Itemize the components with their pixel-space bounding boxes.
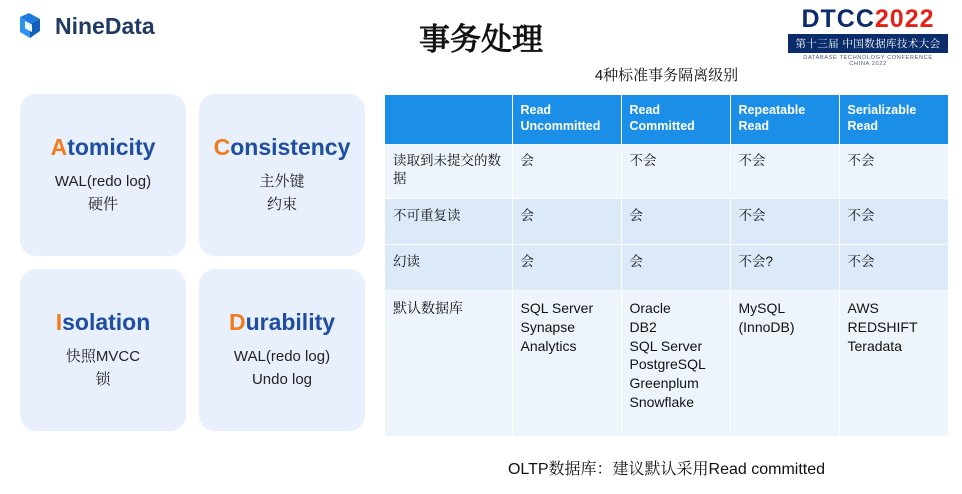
table-row [385,244,948,290]
table-cell [730,290,839,436]
table-cell: 不会 [621,144,730,198]
table-cell: 会 [512,244,621,290]
isolation-levels-table [385,95,948,437]
acid-card-detail-line: WAL(redo log) [233,348,331,365]
table-caption: 4种标准事务隔离级别 [594,67,739,84]
table-cell [512,290,621,436]
table-cell-line: (InnoDB) [738,318,795,335]
acid-card-title [56,309,151,336]
acid-card-detail-line: 快照MVCC [65,348,141,365]
table-header-corner [385,95,512,144]
acid-title-initial: A [50,134,68,160]
table-cell: 会 [512,198,621,244]
table-cell-line: Greenplum [629,375,699,392]
table-header-read-uncommitted: Read Uncommitted [512,95,621,144]
table-cell-line: DB2 [629,318,657,335]
conference-logo-main [788,6,948,32]
table-cell-line: AWS [847,299,879,316]
acid-title-initial: D [228,309,246,335]
acid-card-detail-line: 主外键 [259,173,305,190]
table-header-serializable-read: Serializable Read [839,95,948,144]
row-label: 幻读 [385,244,512,290]
acid-card-title [214,134,351,161]
conference-subtitle-cn: 第十三届 中国数据库技术大会 [788,34,948,53]
table-cell-line: SQL Server [520,299,594,316]
acid-card-isolation [20,269,186,431]
table-cell-line: MySQL [738,299,786,316]
footer-note: OLTP数据库：建议默认采用Read committed [507,461,826,478]
row-label: 不可重复读 [385,198,512,244]
acid-card-durability [199,269,365,431]
brand-name: NineData [55,12,155,39]
acid-card-detail-line: 硬件 [87,195,118,213]
table-cell: 不会 [730,198,839,244]
row-label: 读取到未提交的数据 [385,144,512,198]
table-header-row [385,95,948,144]
acid-card-grid [20,94,365,444]
acid-title-rest: tomicity [67,134,156,160]
acid-title-rest: solation [62,309,151,335]
acid-title-rest: urability [245,309,336,335]
table-cell-line: Teradata [847,337,902,354]
conference-subtitle-en: DATABASE TECHNOLOGY CONFERENCE CHINA 2022 [803,55,933,67]
table-row [385,144,948,198]
conference-name: DTCC [801,5,875,33]
table-cell [839,290,948,436]
table-cell-line: SQL Server [629,337,703,354]
table-header-repeatable-read: Repeatable Read [730,95,839,144]
acid-card-detail-line: Undo log [251,370,313,388]
table-row [385,290,948,436]
acid-card-atomicity [20,94,186,256]
table-cell [621,290,730,436]
table-cell: 不会 [839,244,948,290]
table-cell-line: Analytics [520,337,577,354]
conference-logo [788,6,948,67]
table-row [385,198,948,244]
table-cell-line: REDSHIFT [847,318,918,335]
table-cell: 会 [621,198,730,244]
conference-year: 2022 [874,5,935,33]
table-cell: 不会 [839,144,948,198]
table-cell: 不会? [730,244,839,290]
acid-card-title [51,134,156,161]
acid-title-initial: I [55,309,63,335]
table-cell-line: Synapse [520,318,575,335]
table-cell-line: PostgreSQL [629,356,706,373]
table-cell-line: Snowflake [629,394,695,411]
acid-card-detail-line: 锁 [95,370,111,388]
page-title: 事务处理 [419,22,543,57]
table-cell: 不会 [730,144,839,198]
table-cell: 不会 [839,198,948,244]
row-label: 默认数据库 [385,290,512,436]
acid-title-initial: C [213,134,231,160]
acid-card-detail-line: WAL(redo log) [54,173,152,190]
table-header-read-committed: Read Committed [621,95,730,144]
table-cell-line: Oracle [629,299,671,316]
acid-card-consistency [199,94,365,256]
table-cell: 会 [621,244,730,290]
acid-card-detail-line: 约束 [266,195,297,213]
table-cell: 会 [512,144,621,198]
acid-title-rest: onsistency [230,134,351,160]
acid-card-title [229,309,335,336]
